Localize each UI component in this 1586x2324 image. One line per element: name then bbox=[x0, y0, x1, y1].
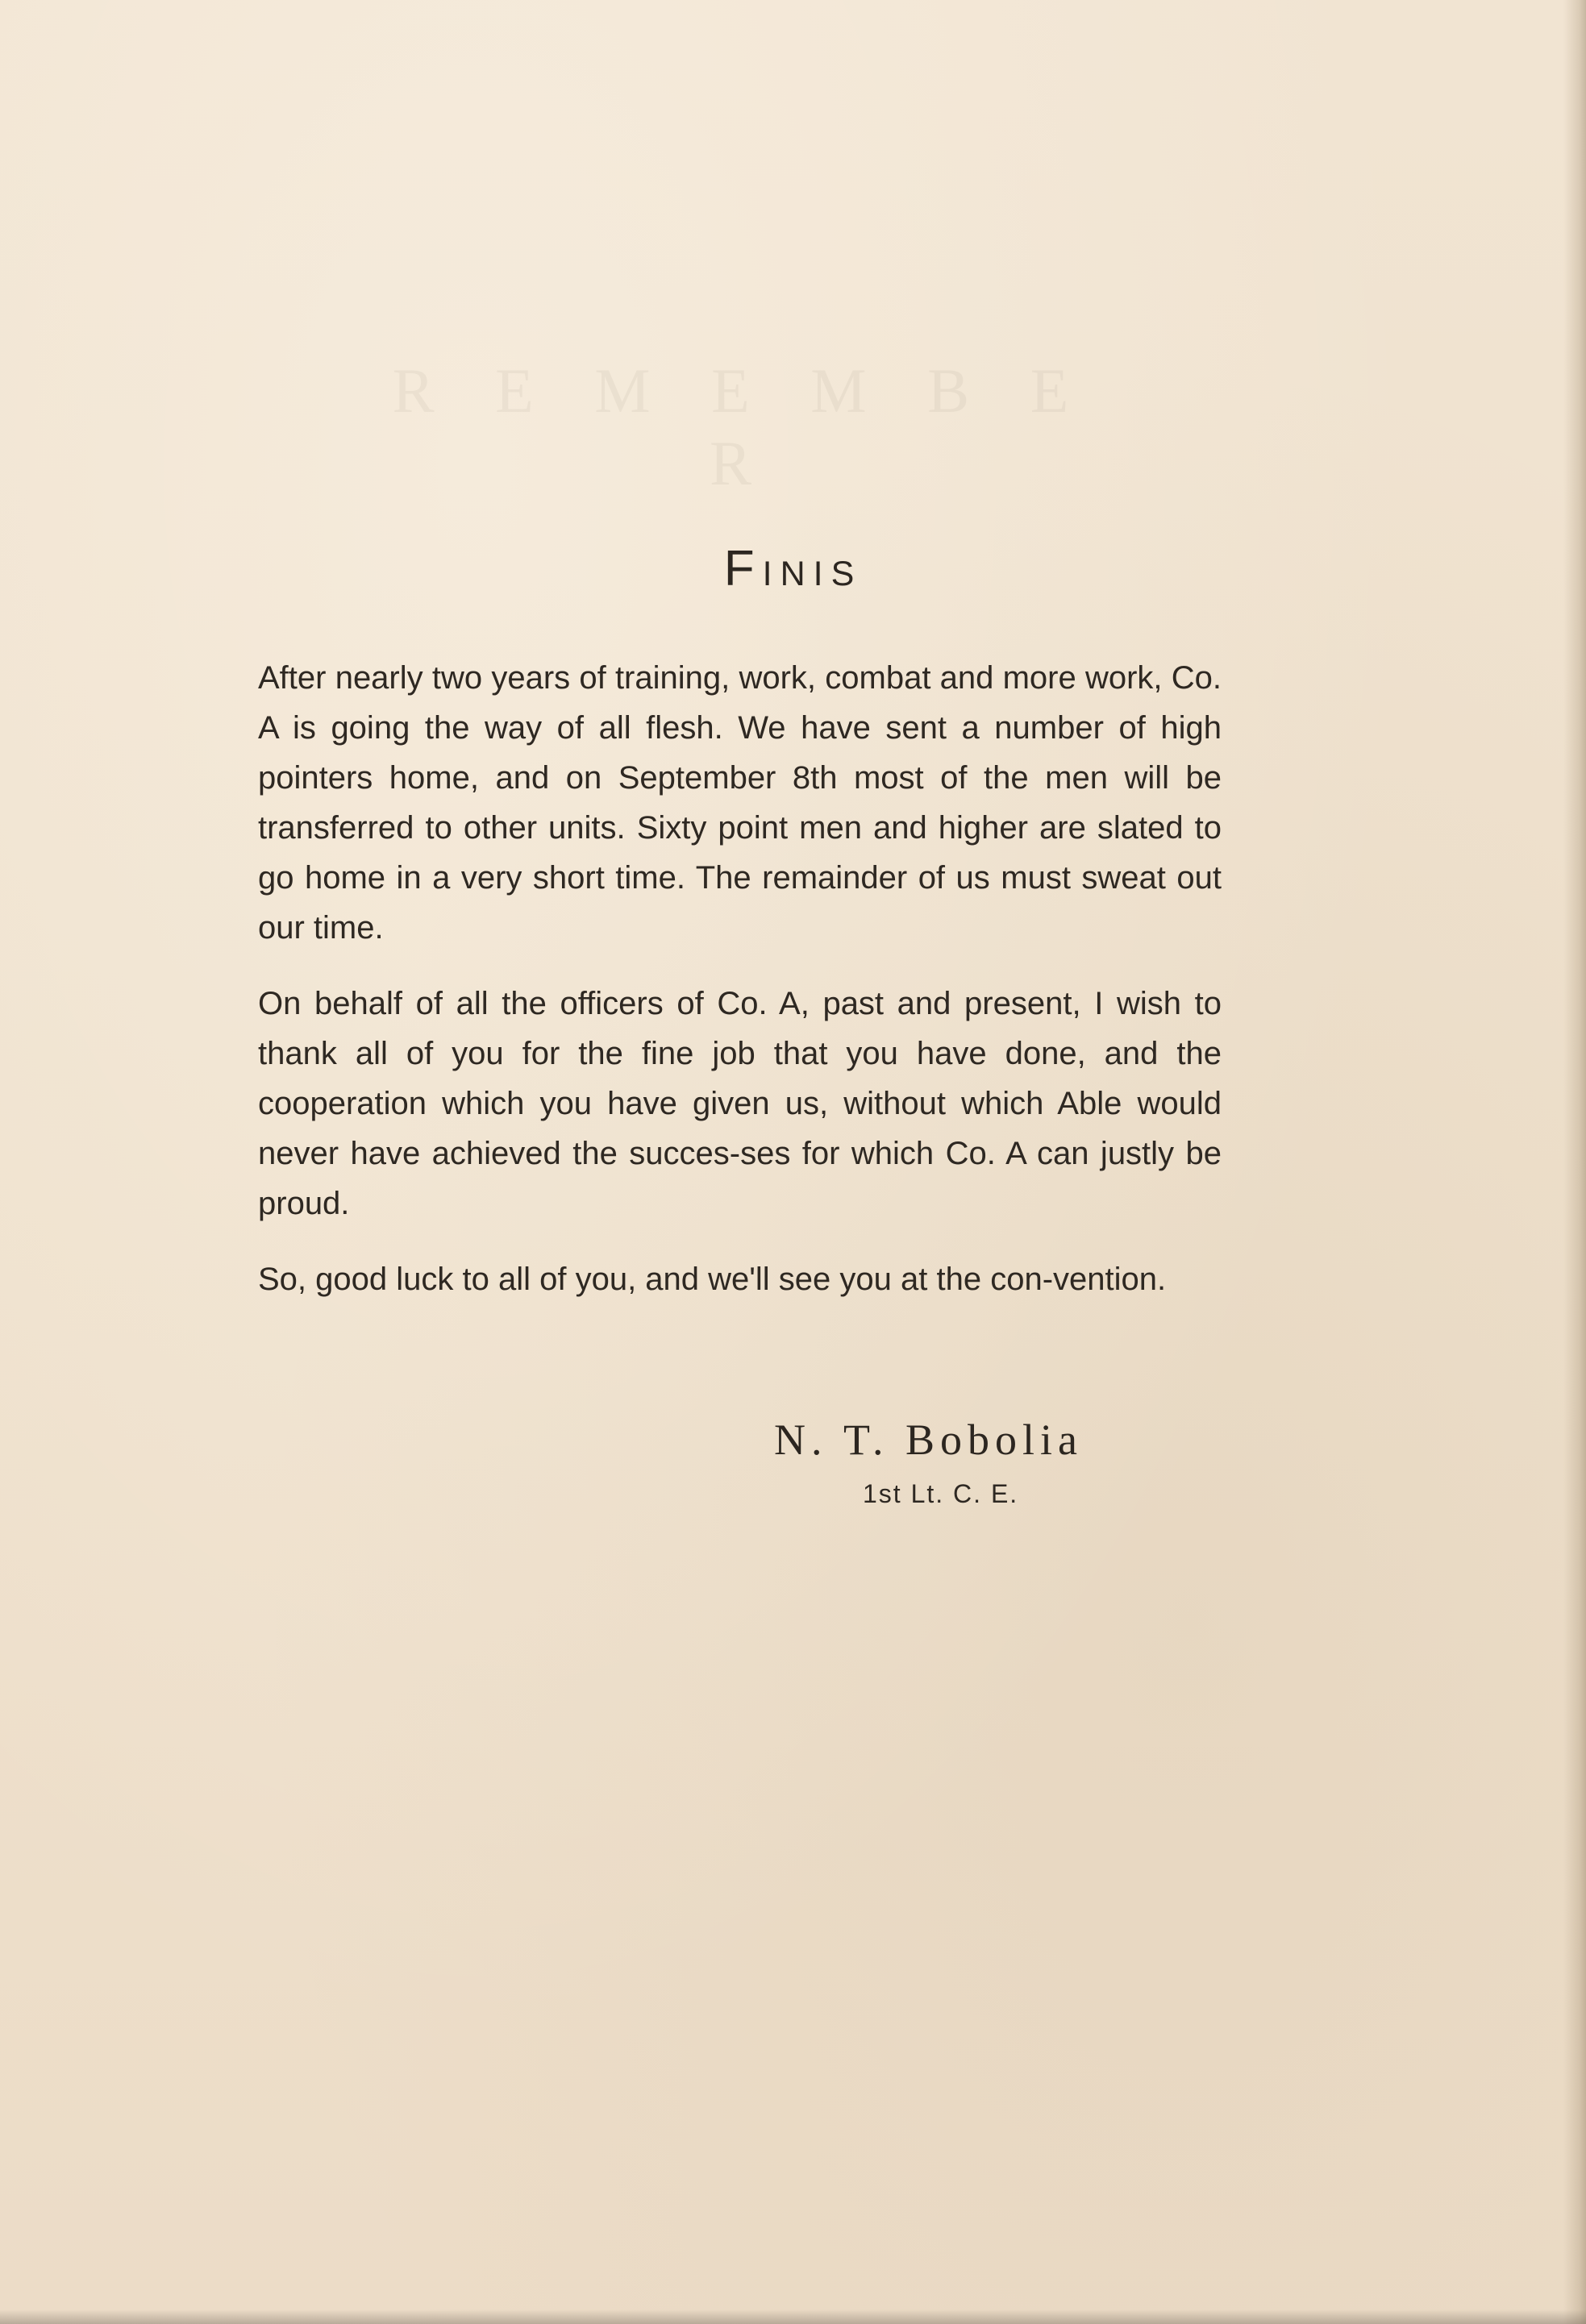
page-bottom-shadow bbox=[0, 2309, 1586, 2324]
signature-rank: 1st Lt. C. E. bbox=[863, 1479, 1019, 1508]
paragraph-3: So, good luck to all of you, and we'll see you at the con-vention. bbox=[258, 1262, 1167, 1297]
bleed-through-text: R E M E M B E R bbox=[392, 355, 1092, 498]
letter-body bbox=[258, 653, 1222, 1330]
paragraph-1: After nearly two years of training, work, combat and more work, Co. A is going the way of all flesh. We have sent a number of high pointers home, and on September 8th most of the men will be transferred to other units. Sixty point men and higher are slated to go home in a very short time. The remainder of us must sweat out our time. bbox=[258, 660, 1222, 946]
signature-name: N. T. Bobolia bbox=[774, 1416, 1083, 1464]
page-edge-shadow bbox=[1563, 0, 1586, 2324]
paragraph-2: On behalf of all the officers of Co. A, past and present, I wish to thank all of you for the fine job that you have done, and the cooperation which you have given us, without which Able would never have achieved the succes-ses for which Co. A can justly be proud. bbox=[258, 986, 1222, 1221]
page-title: Finis bbox=[723, 541, 863, 597]
